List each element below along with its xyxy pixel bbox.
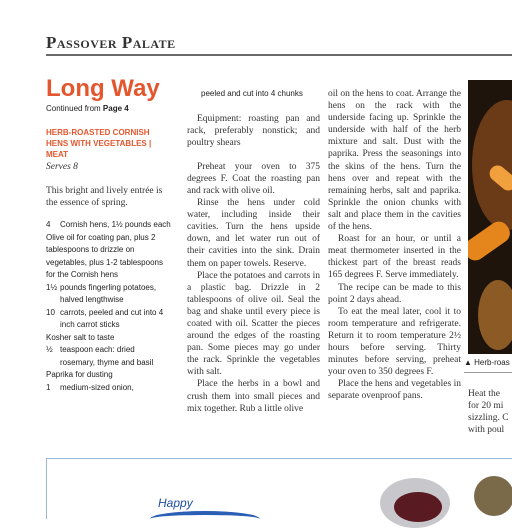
ingredient-text: Cornish hens, 1½ pounds each [60,220,171,229]
hens-photo [468,80,512,354]
continued-page-link[interactable]: Page 4 [102,104,129,113]
paragraph: Equipment: roasting pan and rack, preferably nonstick; and poultry shears [187,113,320,148]
ingredient-item [46,219,171,232]
section-title: Passover Palate [46,33,176,52]
ingredient-item [46,382,171,395]
ingredient-item [46,307,171,332]
ingredient-text: carrots, peeled and cut into 4 inch carrot sticks [60,307,164,329]
column-4 [468,388,512,436]
photo-hen-shape [478,280,512,350]
photo-carrot-shape [468,218,512,265]
paragraph: To eat the meal later, cool it to room temperature and refrigerate. Return it to room temperature 2½ hours before serving. Thirty minutes before serving, preheat your oven to 350 degrees F. [328,306,461,378]
text-line: sizzling. C [468,413,509,424]
text-line: Heat the [468,389,500,399]
column-1 [46,76,171,394]
ingredient-continuation [187,88,320,101]
photo-caption: ▲ Herb-roas [464,358,510,367]
ad-wine-image [394,492,442,522]
paragraph: The recipe can be made to this point 2 days ahead. [328,282,461,305]
ingredient-qty: 10 [46,307,55,317]
ingredient-qty: ½ [46,345,53,354]
ad-swash [150,511,260,527]
section-header [46,31,512,57]
text-line: with poul [468,425,505,436]
paragraph: Rinse the hens under cold water, including inside their cavities. Turn the hens upside down, and let water run out of their cavities into the sink. Drain them on paper towels. Reserve. [187,198,320,269]
ingredient-item [46,369,171,382]
ingredient-text: Olive oil for coating pan, plus 2 tablespoons to drizzle on vegetables, plus 1-2 tablespoons for the Cornish hens [46,232,163,279]
ingredient-item [46,332,171,345]
continued-note [46,104,171,113]
paragraph: Place the herbs in a bowl and crush them into small pieces and mix together. Rub a little olive [187,379,320,414]
ingredient-text: pounds fingerling potatoes, halved lengthwise [60,282,157,304]
ad-happy-text: Happy [158,496,193,510]
ingredient-item [187,88,320,101]
paragraph: Place the potatoes and carrots in a plastic bag. Drizzle in 2 tablespoons of olive oil. Seal the bag and shake until every piece is coated with oil. Scatter the pieces around the edges of the roasting pan. Some pieces may go under the rack. Sprinkle the vegetables with salt. [187,270,320,378]
ingredient-item [46,232,171,282]
article-title: Long Way [46,75,160,102]
recipe-title: HERB-ROASTED CORNISH HENS WITH VEGETABLES | MEAT [46,128,152,159]
continued-prefix: Continued from [46,104,103,113]
column-3 [328,88,461,402]
paragraph: Roast for an hour, or until a meat thermometer inserted in the thickest part of the breast reads 165 degrees F. Serve immediately. [328,234,461,281]
spacer [187,149,320,161]
photo-hen-shape [472,100,512,230]
paragraph: Place the hens and vegetables in separate ovenproof pans. [328,379,461,402]
paragraph: oil on the hens to coat. Arrange the hens on the rack with the underside facing up. Sprinkle the underside with half of the herb mixture and salt. Dust with the paprika. Press the seasonings into the skins of the hens. Turn the hens over and repeat with the remaining herbs, salt and paprika. Sprinkle the onion chunks with salt and place them in the cavities of the hens. [328,89,461,233]
column-2 [187,88,320,415]
ingredient-item [46,344,171,369]
ingredient-qty: 4 [46,220,51,229]
ingredient-list [46,219,171,394]
ad-goblet-image [474,476,512,516]
ingredient-text: Paprika for dusting [46,370,113,379]
ingredient-qty: 1 [46,382,51,392]
text-line: for 20 mi [468,401,504,412]
ingredient-text: teaspoon each: dried rosemary, thyme and basil [60,345,154,367]
ingredient-text: Kosher salt to taste [46,332,115,342]
caption-rule [464,372,512,373]
header-rule [46,54,512,56]
ingredient-qty: 1½ [46,282,58,292]
ingredient-text: peeled and cut into 4 chunks [201,89,303,98]
ingredient-item [46,282,171,307]
ingredient-text: medium-sized onion, [60,382,134,392]
spacer [187,101,320,113]
intro: This bright and lively entrée is the essence of spring. [46,186,163,208]
paragraph: Preheat your oven to 375 degrees F. Coat the roasting pan and rack with olive oil. [187,161,320,196]
serves: Serves 8 [46,162,78,172]
